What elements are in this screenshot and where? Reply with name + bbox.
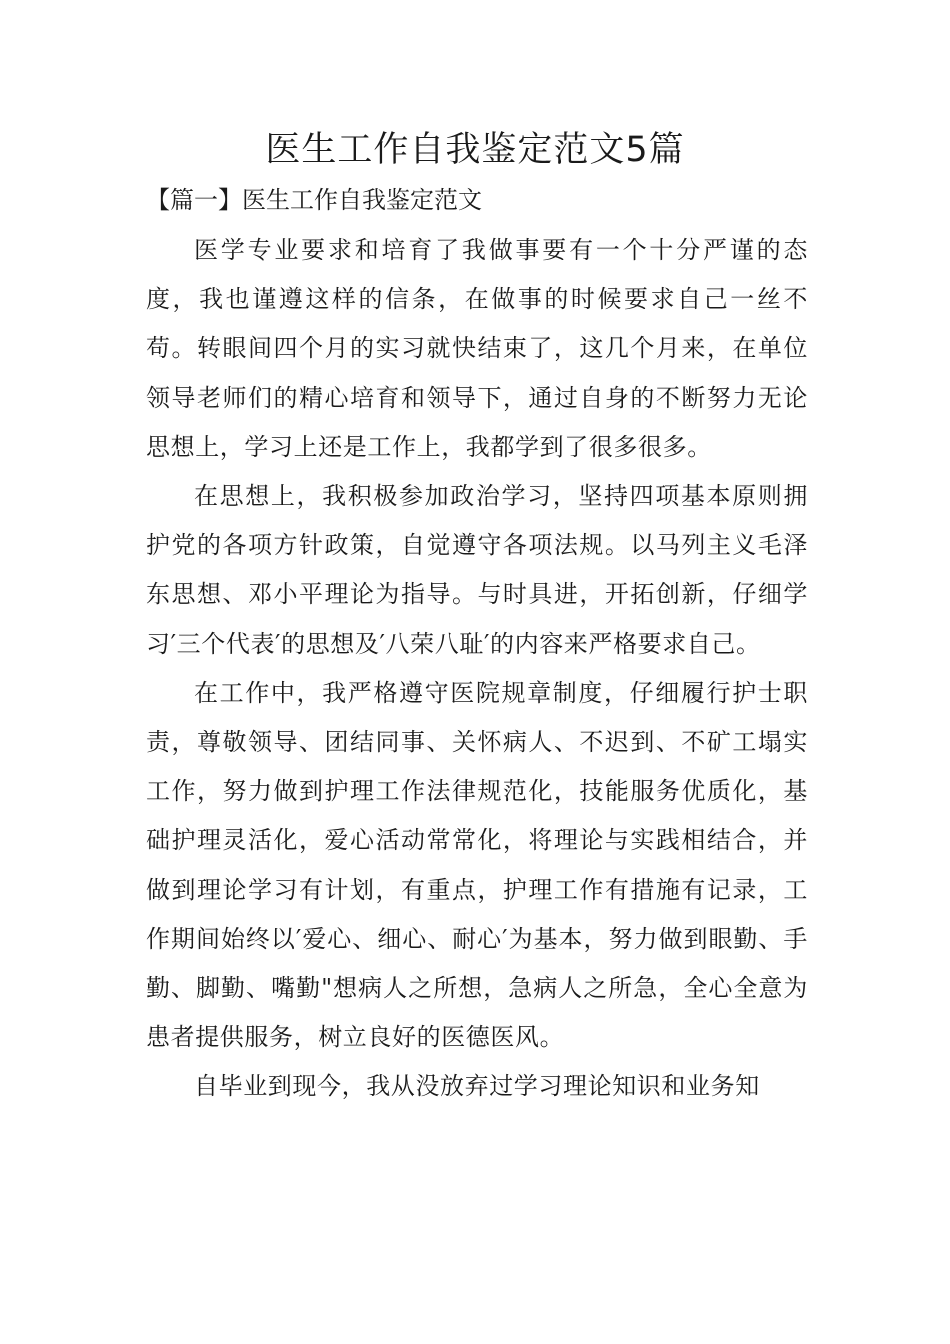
document-body bbox=[146, 226, 808, 1112]
paragraph: 医学专业要求和培育了我做事要有一个十分严谨的态度，我也谨遵这样的信条，在做事的时候要求自己一丝不苟。转眼间四个月的实习就快结束了，这几个月来，在单位领导老师们的精心培育和领导下，通过自身的不断努力无论思想上，学习上还是工作上，我都学到了很多很多。 bbox=[146, 236, 808, 461]
paragraph: 在工作中，我严格遵守医院规章制度，仔细履行护士职责，尊敬领导、团结同事、关怀病人、不迟到、不矿工塌实工作，努力做到护理工作法律规范化，技能服务优质化，基础护理灵活化，爱心活动常常化，将理论与实践相结合，并做到理论学习有计划，有重点，护理工作有措施有记录，工作期间始终以′爱心、细心、耐心′为基本，努力做到眼勤、手勤、脚勤、嘴勤"想病人之所想，急病人之所急，全心全意为患者提供服务，树立良好的医德医风。 bbox=[146, 678, 808, 1052]
paragraph: 自毕业到现今，我从没放弃过学习理论知识和业务知 bbox=[194, 1072, 760, 1101]
section-heading: 【篇一】医生工作自我鉴定范文 bbox=[146, 186, 482, 214]
paragraph: 在思想上，我积极参加政治学习，坚持四项基本原则拥护党的各项方针政策，自觉遵守各项法规。以马列主义毛泽东思想、邓小平理论为指导。与时具进，开拓创新，仔细学习′三个代表′的思想及′八荣八耻′的内容来严格要求自己。 bbox=[146, 482, 808, 658]
document-title: 医生工作自我鉴定范文5篇 bbox=[265, 130, 685, 170]
